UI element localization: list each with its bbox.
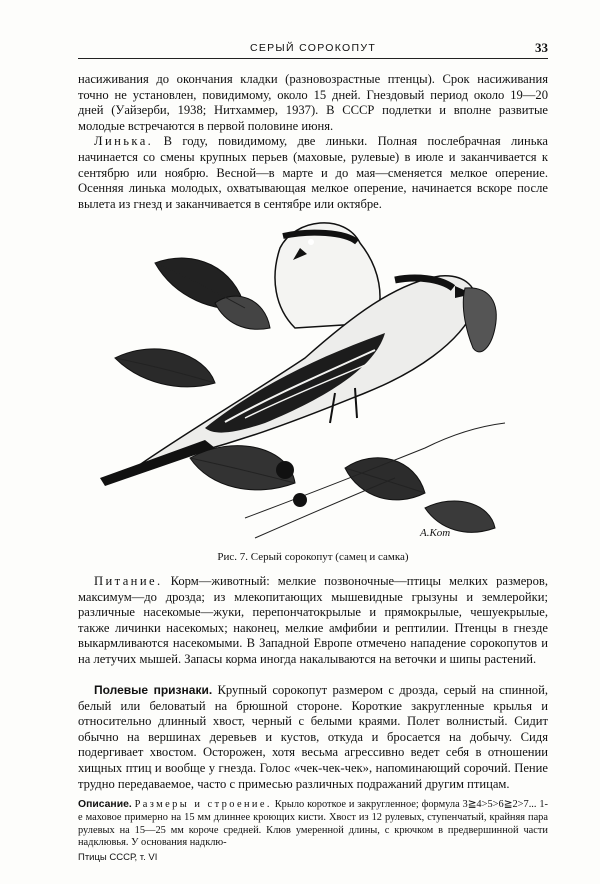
description-heading: Описание. [78,799,132,810]
figure-caption: Рис. 7. Серый сорокопут (самец и самка) [217,551,409,563]
paragraph-field-marks [78,683,548,792]
text-block-feeding [78,574,548,668]
running-head [78,40,548,59]
paragraph-feeding [78,574,548,668]
molt-heading: Линька. [94,134,154,149]
feeding-text: Корм—животный: мелкие позвоночные—птицы мелких размеров, максимум—до дрозда; из млекопитающих мышевидные грызуны и землеройки; различные насекомые—жуки, перепончатокрылые и прямокрылые, чешуекрылые, также личинки насекомых; наконец, мелкие амфибии и рептилии. Птенцы в гнезде выкармливаются насекомыми. В Западной Европе отмечено нападение сорокопутов и на летучих мышей. Запасы корма иногда накалываются на веточки и шипы растений. [78,574,548,666]
description-subheading: Размеры и строение. [134,799,272,810]
text-block-field-marks [78,683,548,792]
shrike-illustration [95,208,525,544]
paragraph-description [78,799,548,850]
page-number: 33 [535,40,548,55]
artist-signature: A.Kom [420,527,451,539]
field-marks-heading: Полевые признаки. [94,683,213,697]
paragraph-incubation: насиживания до окончания кладки (разновозрастные птенцы). Срок насиживания точно не установлен, повидимому, около 15 дней. Гнездовый период около 19—20 дней (Уайзерби, 1938; Нитхаммер, 1937). В СССР подлетки и вполне развитые молодые встречаются в первой половине июня. [78,72,548,133]
running-title: СЕРЫЙ СОРОКОПУТ [249,42,377,54]
feeding-heading: Питание. [94,574,163,588]
description-text: Крыло короткое и закругленное; формула 3≧4>5>6≧2>7... 1-е маховое примерно на 15 мм длиннее кроющих кисти. Хвост из 12 рулевых, ступенчатый, крайняя пара рулевых на 15—25 мм короче средней. Клюв умеренной длины, с крючком в предвершинной части надклювья. У основания надклю- [78,799,548,849]
field-marks-text: Крупный сорокопут размером с дрозда, серый на спинной, белый или беловатый на брюшной стороне. Короткие закругленные крылья и относительно длинный хвост, черный с белыми краями. Полет волнистый. Сидит обычно на вершинах деревьев и кустов, откуда и бросается на добычу. Сидя подергивает хвостом. Осторожен, хотя весьма агрессивно ведет себя в отношении хищных птиц и вообще у гнезда. Голос «чек-чек-чек», напоминающий сорочий. Пение трудно передаваемое, часто с примесью различных подражаний другим птицам. [78,683,548,791]
text-block-top [78,72,548,212]
footer-signature: Птицы СССР, т. VI [78,852,158,863]
paragraph-molt [78,134,548,212]
molt-text: В году, повидимому, две линьки. Полная послебрачная линька начинается со смены крупных перьев (маховые, рулевые) в июле и заканчивается к сентябрю или ноябрю. Весной—в марте и до мая—сменяется мелкое оперение. Осенняя линька молодых, охватывающая мелкое оперение, начинается вскоре после вылета из гнезд и заканчивается в сентябре или октябре. [78,134,548,211]
